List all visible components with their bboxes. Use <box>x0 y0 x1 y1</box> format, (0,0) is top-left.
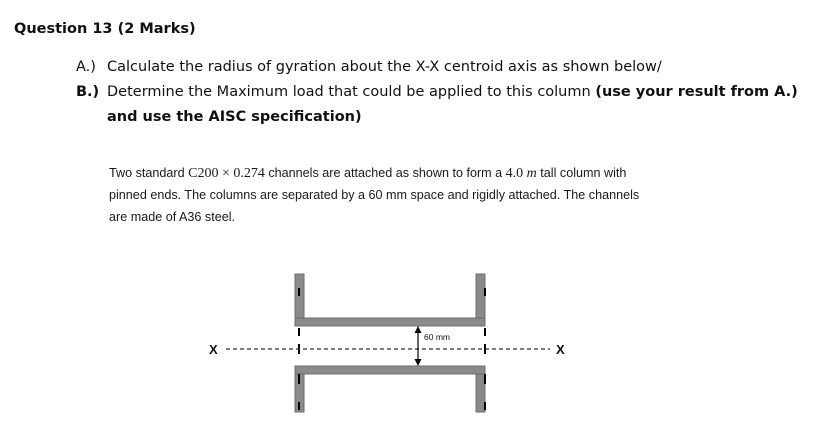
bottom-channel-web <box>295 366 485 374</box>
part-a <box>76 59 662 75</box>
part-b <box>76 84 798 100</box>
problem-line-1-mid: channels are attached as shown to form a <box>264 166 506 180</box>
channel-section-figure <box>200 260 600 420</box>
part-a-text: Calculate the radius of gyration about the X-X centroid axis as shown below/ <box>107 59 662 75</box>
problem-line-1-post: tall column with <box>536 166 627 180</box>
part-a-marker: A.) <box>76 59 96 75</box>
dimension-label: 60 mm <box>424 332 450 342</box>
column-length: 4.0 <box>505 166 524 181</box>
channel-designation: C200 × 0.274 <box>188 166 265 181</box>
axis-label-left: X <box>209 342 218 357</box>
problem-line-2: pinned ends. The columns are separated by a 60 mm space and rigidly attached. The channels <box>109 188 640 202</box>
part-b-bold-text: (use your result from A.) <box>595 84 798 100</box>
part-b-marker: B.) <box>76 84 100 100</box>
axis-label-right: X <box>556 342 565 357</box>
problem-line-3: are made of A36 steel. <box>109 210 236 224</box>
problem-line-1-pre: Two standard <box>109 166 189 180</box>
top-channel-web <box>295 318 485 326</box>
question-title: Question 13 (2 Marks) <box>14 21 196 37</box>
dimension-arrow <box>415 326 422 366</box>
top-channel <box>295 274 485 326</box>
problem-line-1 <box>109 166 626 182</box>
bottom-channel <box>295 366 485 412</box>
part-b-text: Determine the Maximum load that could be applied to this column <box>107 84 596 100</box>
part-b-continuation: and use the AISC specification) <box>107 109 362 125</box>
column-length-unit: m <box>526 166 537 181</box>
